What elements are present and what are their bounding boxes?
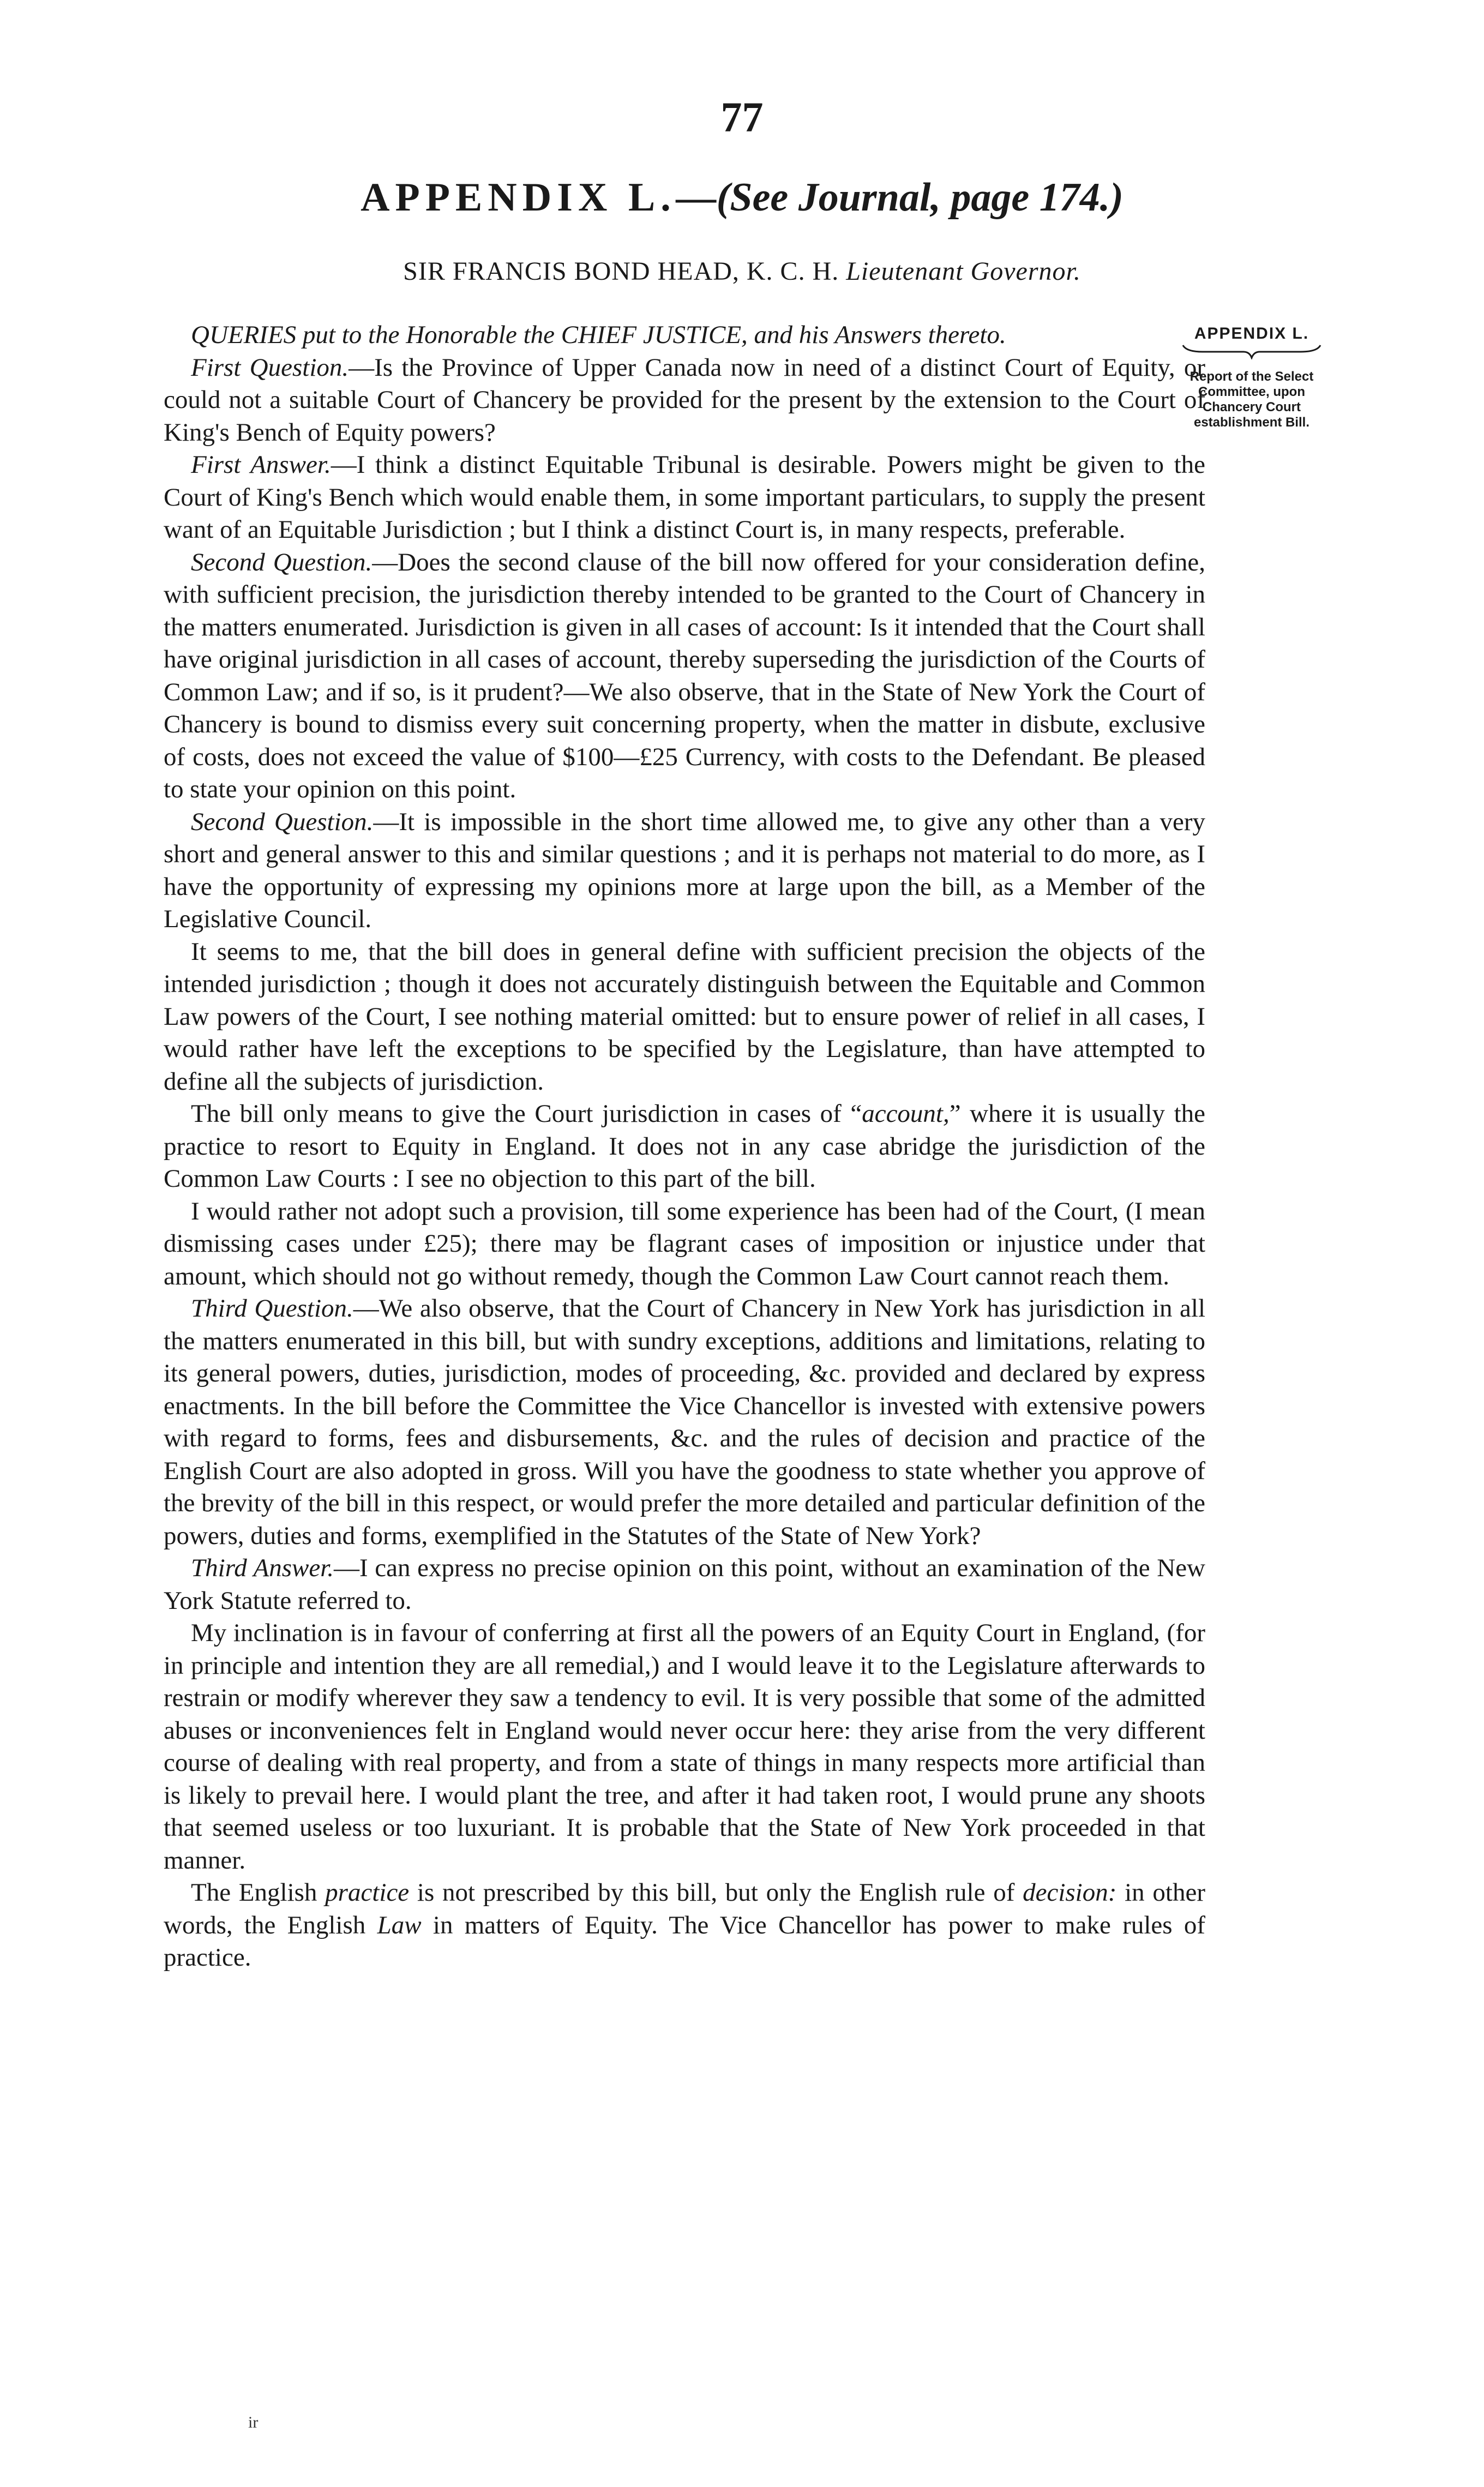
account-pre: The bill only means to give the Court jurisdiction in cases of “ — [191, 1100, 862, 1128]
practice-d: in matters of Equity. The Vice Chancellor has power to make rules of practice. — [164, 1911, 1205, 1972]
paragraph-first-answer — [164, 449, 1205, 546]
journal-reference: —(See Journal, page 174.) — [676, 175, 1123, 220]
paragraph-account — [164, 1098, 1205, 1196]
footer-mark: ir — [248, 2413, 259, 2431]
account-post: ” where it is usually the practice to resort to Equity in England. It does not in any case abridge the jurisdiction of the Common Law Courts : I see no objection to this part of the bill. — [164, 1100, 1205, 1193]
practice-c: in other words, the English — [164, 1878, 1205, 1939]
decision-em: decision: — [1023, 1878, 1117, 1907]
governor-title: Lieutenant Governor. — [846, 257, 1081, 286]
second-question-text: —Does the second clause of the bill now offered for your consideration define, with sufficient precision, the jurisdiction thereby intended to be granted to the Court of Chancery in the matters enumerated. Jurisdiction is given in all cases of account: Is it intended that the Court shall have original jurisdiction in all cases of account, thereby superseding the jurisdiction of the Courts of Common Law; and if so, is it prudent?—We also observe, that in the State of New York the Court of Chancery is bound to dismiss every suit concerning property, when the matter in disbute, exclusive of costs, does not exceed the value of $100—£25 Currency, with costs to the Defendant. Be pleased to state your opinion on this point. — [164, 548, 1205, 803]
third-question-lead: Third Question. — [191, 1294, 353, 1323]
first-answer-text: —I think a distinct Equitable Tribunal is desirable. Powers might be given to the Court of King's Bench which would enable them, in some important particulars, to supply the present want of an Equitable Jurisdiction ; but I think a distinct Court is, in many respects, preferable. — [164, 450, 1205, 544]
first-answer-lead: First Answer. — [191, 450, 331, 479]
margin-appendix-label: APPENDIX L. — [1194, 325, 1309, 343]
law-em: Law — [377, 1911, 422, 1939]
second-answer-text: —It is impossible in the short time allowed me, to give any other than a very short and general answer to this and similar questions ; and it is perhaps not material to do more, as I have the opportunity of expressing my opinions more at large upon the bill, as a Member of the Legislative Council. — [164, 807, 1205, 933]
paragraph-jurisdiction: It seems to me, that the bill does in general define with sufficient precision the objects of the intended jurisdiction ; though it does not accurately distinguish between the Equitable and Common Law powers of the Court, I see nothing material omitted: but to ensure power of relief in all cases, I would rather have left the exceptions to be specified by the Legislature, than have attempted to define all the subjects of jurisdiction. — [164, 937, 1205, 1096]
paragraph-third-question — [164, 1293, 1205, 1552]
paragraph-inclination: My inclination is in favour of conferring at first all the powers of an Equity Court in England, (for in principle and intention they are all remedial,) and I would leave it to the Legislature afterwards to restrain or modify wherever they saw a tendency to evil. It is very possible that some of the admitted abuses or inconveniences felt in England would never occur here: they arise from the very different course of dealing with real property, and from a state of things in many respects more artificial than is likely to prevail here. I would plant the tree, and after it had taken root, I would prune any shoots that seemed useless or too luxuriant. It is probable that the State of New York proceeded in that manner. — [164, 1619, 1205, 1875]
third-answer-lead: Third Answer. — [191, 1554, 334, 1582]
page-number: 77 — [720, 93, 764, 141]
paragraph-second-question — [164, 546, 1205, 806]
margin-description: Report of the Select Committee, upon Chancery Court establishment Bill. — [1189, 369, 1314, 430]
appendix-label: APPENDIX L. — [361, 175, 676, 220]
governor-name: SIR FRANCIS BOND HEAD, K. C. H. — [403, 257, 839, 286]
practice-b: is not prescribed by this bill, but only the English rule of — [409, 1878, 1023, 1907]
paragraph-third-answer — [164, 1552, 1205, 1617]
appendix-title — [0, 175, 1484, 221]
second-answer-lead: Second Question. — [191, 807, 374, 836]
paragraph-first-question — [164, 352, 1205, 449]
paragraph-second-answer — [164, 806, 1205, 936]
account-em: account, — [862, 1100, 950, 1128]
paragraph-english-practice — [164, 1877, 1205, 1974]
main-text — [164, 319, 1205, 1974]
practice-a: The English — [191, 1878, 326, 1907]
governor-line — [0, 256, 1484, 286]
practice-em: practice — [325, 1878, 410, 1907]
queries-heading: QUERIES put to the Honorable the CHIEF JUSTICE, and his Answers thereto. — [191, 321, 1006, 349]
first-question-lead: First Question. — [191, 353, 349, 382]
third-question-text: —We also observe, that the Court of Chancery in New York has jurisdiction in all the matters enumerated in this bill, but with sundry exceptions, additions and limitations, relating to its general powers, duties, jurisdiction, modes of proceeding, &c. provided and declared by express enactments. In the bill before the Committee the Vice Chancellor is invested with extensive powers with regard to forms, fees and disbursements, &c. and the rules of decision and practice of the English Court are also adopted in gross. Will you have the goodness to state whether you approve of the brevity of the bill in this respect, or would prefer the more detailed and particular definition of the powers, duties and forms, exemplified in the Statutes of the State of New York? — [164, 1294, 1206, 1550]
second-question-lead: Second Question. — [191, 548, 372, 576]
third-answer-text: —I can express no precise opinion on this point, without an examination of the New York Statute referred to. — [164, 1554, 1205, 1615]
first-question-text: —Is the Province of Upper Canada now in need of a distinct Court of Equity, or could not a suitable Court of Chancery be provided for the present by the extension to the Court of King's Bench of Equity powers? — [164, 353, 1205, 447]
paragraph-provision: I would rather not adopt such a provision, till some experience has been had of the Court, (I mean dismissing cases under £25); there may be flagrant cases of imposition or injustice under that amount, which should not go without remedy, though the Common Law Court cannot reach them. — [164, 1197, 1205, 1290]
